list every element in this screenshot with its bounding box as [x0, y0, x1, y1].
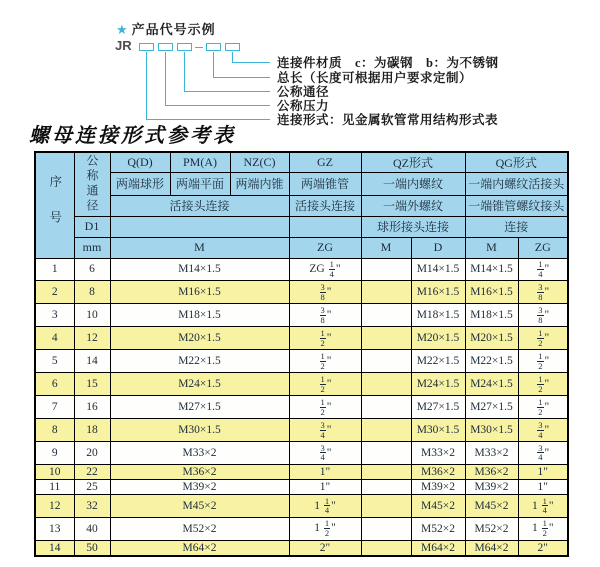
cell-qz-d: M33×2 — [411, 442, 465, 465]
reference-table-wrap — [34, 151, 567, 557]
cell-dn-mm: 20 — [74, 442, 110, 465]
table-row — [35, 419, 568, 442]
connector-line-5 — [146, 52, 270, 120]
header-d1-blank-gz — [289, 216, 361, 237]
cell-qg-m: M33×2 — [465, 442, 518, 465]
cell-dn-mm: 32 — [74, 494, 110, 517]
cell-gz-thread: $\frac{3}{8}$ " — [289, 304, 361, 327]
cell-dn-mm: 12 — [74, 327, 110, 350]
header-group-qd: Q(D) — [110, 152, 170, 172]
header-mm: mm — [74, 237, 110, 258]
fraction: $\frac{1}{4}$ — [538, 259, 543, 279]
table-row — [35, 396, 568, 419]
cell-seq: 6 — [35, 373, 74, 396]
cell-dn-mm: 8 — [74, 281, 110, 304]
reference-table — [34, 151, 569, 557]
cell-m-thread: M64×2 — [110, 540, 289, 556]
cell-qg-zg: $\frac{1}{4}$ " — [518, 258, 568, 281]
code-box-3 — [177, 43, 192, 51]
cell-seq: 12 — [35, 494, 74, 517]
diagram-heading — [116, 19, 216, 38]
table-header — [35, 152, 568, 258]
header-end-pma: 两端平面 — [170, 172, 230, 195]
cell-qz-d: M45×2 — [411, 494, 465, 517]
cell-m-thread: M33×2 — [110, 442, 289, 465]
diagram-heading-text: 产品代号示例 — [131, 22, 216, 37]
cell-dn-mm: 50 — [74, 540, 110, 556]
cell-m-thread: M18×1.5 — [110, 304, 289, 327]
header-unit-qz-m: M — [361, 237, 411, 258]
cell-seq: 11 — [35, 479, 74, 494]
cell-qg-m: M39×2 — [465, 479, 518, 494]
cell-gz-thread: 1 $\frac{1}{2}$ " — [289, 517, 361, 540]
cell-qz-m — [361, 442, 411, 465]
cell-qg-m: M30×1.5 — [465, 419, 518, 442]
header-conn-qz: 一端外螺纹 — [361, 195, 465, 216]
cell-qg-m: M16×1.5 — [465, 281, 518, 304]
cell-qg-zg: $\frac{3}{4}$ " — [518, 442, 568, 465]
fraction: $\frac{1}{2}$ — [538, 327, 543, 348]
header-group-nzc: NZ(C) — [230, 152, 289, 172]
fraction: $\frac{1}{4}$ — [329, 259, 334, 279]
cell-seq: 2 — [35, 281, 74, 304]
header-unit-zg: ZG — [289, 237, 361, 258]
cell-m-thread: M14×1.5 — [110, 258, 289, 281]
fraction: $\frac{1}{2}$ — [320, 327, 325, 348]
cell-seq: 5 — [35, 350, 74, 373]
cell-qg-m: M24×1.5 — [465, 373, 518, 396]
header-group-qg: QG形式 — [465, 152, 568, 172]
cell-dn-mm: 25 — [74, 479, 110, 494]
cell-m-thread: M45×2 — [110, 494, 289, 517]
cell-qz-m — [361, 373, 411, 396]
cell-qg-zg: $\frac{1}{2}$ " — [518, 396, 568, 419]
fraction: $\frac{3}{8}$ — [320, 304, 325, 325]
table-row — [35, 464, 568, 479]
table-row — [35, 442, 568, 465]
code-box-5 — [225, 43, 240, 51]
cell-qz-m — [361, 281, 411, 304]
cell-m-thread: M24×1.5 — [110, 373, 289, 396]
fraction: $\frac{1}{2}$ — [538, 373, 543, 394]
cell-qz-d: M39×2 — [411, 479, 465, 494]
cell-qz-m — [361, 350, 411, 373]
header-conn2-qg: 连接 — [465, 216, 568, 237]
cell-gz-thread: $\frac{3}{8}$ " — [289, 281, 361, 304]
cell-qz-d: M64×2 — [411, 540, 465, 556]
cell-gz-thread: $\frac{1}{2}$ " — [289, 327, 361, 350]
header-row-groups — [35, 152, 568, 172]
table-row — [35, 517, 568, 540]
cell-qz-d: M52×2 — [411, 517, 465, 540]
header-conn-qg: 一端锥管螺纹接头 — [465, 195, 568, 216]
table-row — [35, 373, 568, 396]
fraction: $\frac{1}{2}$ — [538, 350, 543, 371]
cell-qg-zg: $\frac{1}{2}$ " — [518, 350, 568, 373]
cell-qz-d: M14×1.5 — [411, 258, 465, 281]
code-prefix: JR — [115, 38, 132, 53]
cell-seq: 13 — [35, 517, 74, 540]
diagram-label-pressure: 公称压力 — [277, 99, 330, 113]
cell-qg-zg: 1" — [518, 464, 568, 479]
cell-dn-mm: 16 — [74, 396, 110, 419]
cell-dn-mm: 15 — [74, 373, 110, 396]
cell-dn-mm: 18 — [74, 419, 110, 442]
cell-gz-thread: 1" — [289, 479, 361, 494]
cell-gz-thread: $\frac{3}{4}$ " — [289, 419, 361, 442]
header-d1: D1 — [74, 216, 110, 237]
cell-qz-m — [361, 304, 411, 327]
table-row — [35, 304, 568, 327]
fraction: $\frac{1}{2}$ — [320, 373, 325, 394]
cell-seq: 3 — [35, 304, 74, 327]
cell-qz-d: M30×1.5 — [411, 419, 465, 442]
diagram-label-diameter: 公称通径 — [277, 85, 330, 99]
fraction: $\frac{1}{2}$ — [542, 518, 547, 539]
code-dash — [195, 47, 203, 48]
fraction: $\frac{3}{4}$ — [320, 419, 325, 440]
cell-qz-m — [361, 464, 411, 479]
cell-gz-thread: $\frac{1}{2}$ " — [289, 396, 361, 419]
cell-qz-d: M24×1.5 — [411, 373, 465, 396]
fraction: $\frac{3}{8}$ — [538, 281, 543, 302]
cell-qg-zg: $\frac{3}{4}$ " — [518, 419, 568, 442]
header-group-gz: GZ — [289, 152, 361, 172]
cell-qz-m — [361, 396, 411, 419]
fraction: $\frac{3}{8}$ — [320, 281, 325, 302]
cell-qz-m — [361, 327, 411, 350]
header-end-qz: 一端内螺纹 — [361, 172, 465, 195]
header-group-pma: PM(A) — [170, 152, 230, 172]
header-row-ends — [35, 172, 568, 195]
cell-dn-mm: 6 — [74, 258, 110, 281]
cell-qg-m: M52×2 — [465, 517, 518, 540]
cell-qz-m — [361, 419, 411, 442]
header-end-gz: 两端锥管 — [289, 172, 361, 195]
header-unit-m: M — [110, 237, 289, 258]
cell-qz-m — [361, 517, 411, 540]
header-end-nzc: 两端内锥 — [230, 172, 289, 195]
cell-seq: 4 — [35, 327, 74, 350]
cell-qg-m: M36×2 — [465, 464, 518, 479]
cell-qz-d: M27×1.5 — [411, 396, 465, 419]
cell-dn-mm: 40 — [74, 517, 110, 540]
diagram-label-material: 连接件材质 c：为碳钢 b：为不锈钢 — [277, 56, 499, 70]
cell-m-thread: M22×1.5 — [110, 350, 289, 373]
fraction: $\frac{1}{2}$ — [538, 396, 543, 417]
diagram-label-length: 总长（长度可根据用户要求定制） — [277, 71, 473, 85]
cell-qg-m: M18×1.5 — [465, 304, 518, 327]
cell-qz-d: M16×1.5 — [411, 281, 465, 304]
cell-seq: 9 — [35, 442, 74, 465]
cell-qg-m: M64×2 — [465, 540, 518, 556]
cell-qg-zg: 1 $\frac{1}{4}$ " — [518, 494, 568, 517]
fraction: $\frac{3}{4}$ — [320, 442, 325, 463]
cell-qz-d: M18×1.5 — [411, 304, 465, 327]
cell-dn-mm: 22 — [74, 464, 110, 479]
fraction: $\frac{1}{2}$ — [320, 350, 325, 371]
cell-gz-thread: ZG $\frac{1}{4}$ " — [289, 258, 361, 281]
table-row — [35, 479, 568, 494]
star-icon: ★ — [116, 22, 129, 37]
header-unit-qg-m: M — [465, 237, 518, 258]
page-title: 螺母连接形式参考表 — [29, 125, 236, 147]
cell-qg-zg: $\frac{3}{8}$ " — [518, 281, 568, 304]
fraction: $\frac{3}{8}$ — [538, 304, 543, 325]
fraction: $\frac{1}{4}$ — [542, 495, 547, 516]
cell-gz-thread: 1 $\frac{1}{4}$ " — [289, 494, 361, 517]
cell-qz-d: M20×1.5 — [411, 327, 465, 350]
table-row — [35, 494, 568, 517]
cell-qz-m — [361, 540, 411, 556]
fraction: $\frac{1}{4}$ — [324, 495, 330, 516]
header-d1-blank-m — [110, 216, 289, 237]
cell-m-thread: M52×2 — [110, 517, 289, 540]
header-row-units — [35, 237, 568, 258]
cell-gz-thread: 1" — [289, 464, 361, 479]
cell-qz-m — [361, 494, 411, 517]
cell-qg-zg: $\frac{1}{2}$ " — [518, 327, 568, 350]
header-nominal-diameter: 公称通径 — [74, 152, 110, 216]
fraction: $\frac{1}{2}$ — [324, 518, 330, 539]
cell-qg-zg: 1 $\frac{1}{2}$ " — [518, 517, 568, 540]
cell-seq: 10 — [35, 464, 74, 479]
code-box-1 — [139, 43, 154, 51]
cell-qg-zg: $\frac{1}{2}$ " — [518, 373, 568, 396]
cell-dn-mm: 10 — [74, 304, 110, 327]
cell-m-thread: M16×1.5 — [110, 281, 289, 304]
fraction: $\frac{3}{4}$ — [538, 419, 543, 440]
table-body — [35, 258, 568, 556]
cell-dn-mm: 14 — [74, 350, 110, 373]
cell-gz-thread: 2" — [289, 540, 361, 556]
table-row — [35, 327, 568, 350]
cell-qz-m — [361, 258, 411, 281]
header-unit-qz-d: D — [411, 237, 465, 258]
cell-m-thread: M39×2 — [110, 479, 289, 494]
cell-seq: 14 — [35, 540, 74, 556]
cell-qg-zg: 1" — [518, 479, 568, 494]
cell-gz-thread: $\frac{1}{2}$ " — [289, 350, 361, 373]
cell-seq: 7 — [35, 396, 74, 419]
diagram-label-connection: 连接形式：见金属软管常用结构形式表 — [277, 113, 499, 127]
code-box-2 — [158, 43, 173, 51]
cell-m-thread: M30×1.5 — [110, 419, 289, 442]
cell-seq: 1 — [35, 258, 74, 281]
cell-qg-m: M45×2 — [465, 494, 518, 517]
cell-qg-m: M22×1.5 — [465, 350, 518, 373]
cell-gz-thread: $\frac{1}{2}$ " — [289, 373, 361, 396]
header-conn-union: 活接头连接 — [110, 195, 289, 216]
header-conn-gz: 活接头连接 — [289, 195, 361, 216]
cell-qg-zg: 2" — [518, 540, 568, 556]
header-row-connection — [35, 195, 568, 216]
header-unit-qg-zg: ZG — [518, 237, 568, 258]
cell-qg-m: M20×1.5 — [465, 327, 518, 350]
header-group-qz: QZ形式 — [361, 152, 465, 172]
cell-m-thread: M20×1.5 — [110, 327, 289, 350]
cell-qg-m: M14×1.5 — [465, 258, 518, 281]
table-row — [35, 350, 568, 373]
header-row-d1 — [35, 216, 568, 237]
cell-qz-m — [361, 479, 411, 494]
cell-qg-zg: $\frac{3}{8}$ " — [518, 304, 568, 327]
header-conn2-qz: 球形接头连接 — [361, 216, 465, 237]
code-box-4 — [206, 43, 221, 51]
cell-m-thread: M27×1.5 — [110, 396, 289, 419]
cell-gz-thread: $\frac{3}{4}$ " — [289, 442, 361, 465]
cell-seq: 8 — [35, 419, 74, 442]
cell-qz-d: M36×2 — [411, 464, 465, 479]
fraction: $\frac{1}{2}$ — [320, 396, 325, 417]
header-end-qg: 一端内螺纹活接头 — [465, 172, 568, 195]
table-row — [35, 540, 568, 556]
table-row — [35, 281, 568, 304]
cell-qz-d: M22×1.5 — [411, 350, 465, 373]
cell-m-thread: M36×2 — [110, 464, 289, 479]
fraction: $\frac{3}{4}$ — [538, 442, 543, 463]
table-row — [35, 258, 568, 281]
header-seq: 序号 — [35, 152, 74, 258]
cell-qg-m: M27×1.5 — [465, 396, 518, 419]
header-end-qd: 两端球形 — [110, 172, 170, 195]
